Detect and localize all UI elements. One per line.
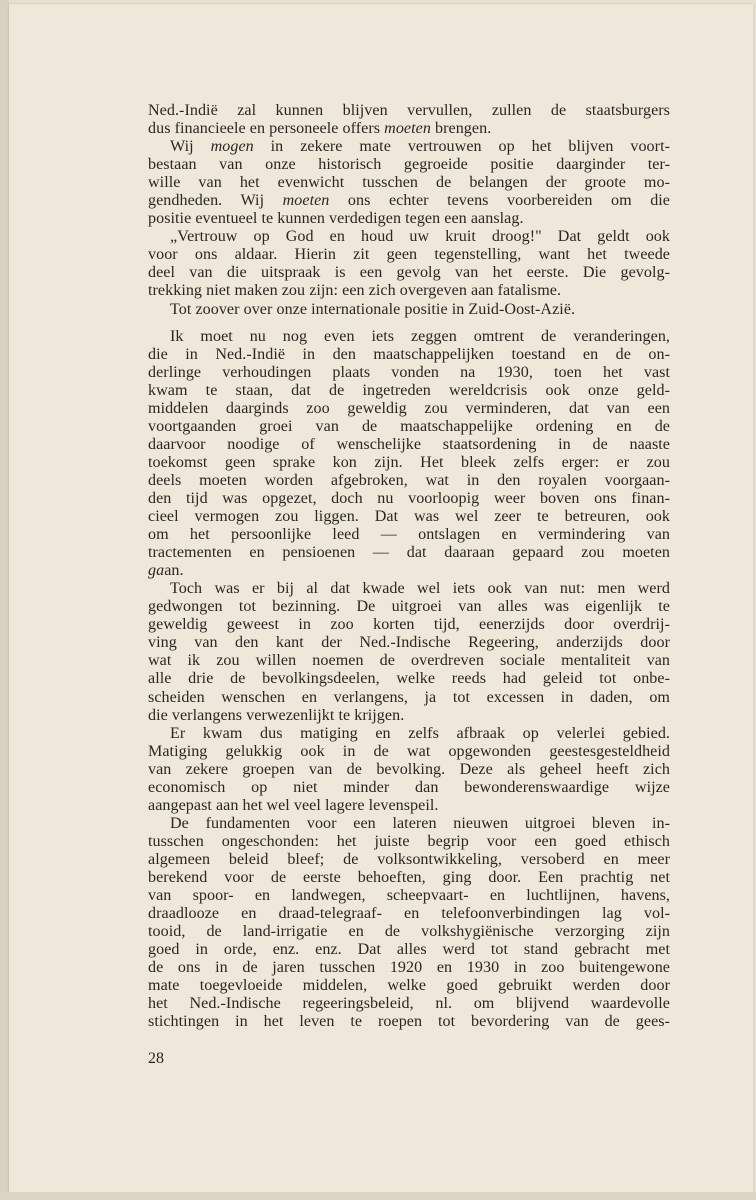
text-line: berekend voor de eerste behoeften, ging door. Een prachtig net [148,868,670,886]
text-line: Tot zoover over onze internationale positie in Zuid-Oost-Azië. [170,300,576,318]
text-line: Matiging gelukkig ook in de wat opgewonden geestesgesteldheid [148,742,670,760]
text-line: ving van den kant der Ned.-Indische Regeering, anderzijds door [148,634,670,652]
text-line: mate toegevloeide middelen, welke goed gebruikt werden door [148,977,670,995]
text-line: Toch was er bij al dat kwade wel iets ook van nut: men werd [170,580,670,598]
text-line: kwam te staan, dat de ingetreden wereldcrisis ook onze geld- [148,381,670,399]
text-line: aangepast aan het wel veel lagere levenspeil. [148,796,439,814]
text-line: gaan. [148,562,184,580]
paragraph-4 [148,301,670,319]
text-line: het Ned.-Indische regeeringsbeleid, nl. om blijvend waardevolle [148,995,670,1013]
text-line: geweldig geweest in zoo korten tijd, eenerzijds door overdrij- [148,616,670,634]
text-line: alle drie de bevolkingsdeelen, welke reeds had geleid tot onbe- [148,670,670,688]
body-text [148,102,670,1031]
paragraph-7 [148,725,670,815]
text-line: van spoor- en landwegen, scheepvaart- en luchtlijnen, havens, [148,887,670,905]
text-line: Ik moet nu nog even iets zeggen omtrent de veranderingen, [170,327,670,345]
text-line: de ons in de jaren tusschen 1920 en 1930 in zoo buitengewone [148,959,670,977]
page-number: 28 [148,1050,164,1067]
text-line: Wij mogen in zekere mate vertrouwen op het blijven voort- [170,138,670,156]
text-line: gedwongen tot bezinning. De uitgroei van alles was eigenlijk te [148,598,670,616]
text-line: toekomst geen sprake kon zijn. Het bleek zelfs erger: er zou [148,453,670,471]
emphasized-word: moeten [282,192,330,210]
text-line: om het persoonlijke leed — ontslagen en vermindering van [148,526,670,544]
text-line: deels moeten worden afgebroken, wat in den royalen voorgaan- [148,471,670,489]
text-line: wille van het evenwicht tusschen de belangen der groote mo- [148,174,670,192]
text-line: stichtingen in het leven te roepen tot bevordering van de gees- [148,1013,670,1031]
text-line: trekking niet maken zou zijn: een zich overgeven aan fatalisme. [148,282,562,300]
text-line: deel van die uitspraak is een gevolg van het eerste. Die gevolg- [148,264,670,282]
paragraph-1 [148,102,670,138]
text-line: voortgaanden groei van de maatschappelijke ordening en de [148,417,670,435]
section-gap [148,319,670,328]
paragraph-8 [148,815,670,1032]
emphasized-word: ga [148,562,165,580]
emphasized-word: mogen [210,138,254,156]
text-line: tractementen en pensioenen — dat daaraan gepaard zou moeten [148,544,670,562]
text-line: wat ik zou willen noemen de overdreven sociale mentaliteit van [148,652,670,670]
text-line: voor ons aldaar. Hierin zit geen tegenstelling, want het tweede [148,246,670,264]
paragraph-2 [148,138,670,228]
text-line: scheiden wenschen en verlangens, ja tot excessen in daden, om [148,688,670,706]
text-line: bestaan van onze historisch gegroeide positie daarginder ter- [148,156,670,174]
text-line: gendheden. Wij moeten ons echter tevens voorbereiden om die [148,192,671,210]
text-line: van zekere groepen van de bevolking. Deze als geheel heeft zich [148,760,670,778]
text-line: die verlangens verwezenlijkt te krijgen. [148,706,405,724]
text-line: draadlooze en draad-telegraaf- en telefoonverbindingen lag vol- [148,905,670,923]
page-bottom-edge [0,1192,756,1200]
text-line: cieel vermogen zou liggen. Dat was wel zeer te betreuren, ook [148,508,670,526]
text-line: daarvoor noodige of wenschelijke staatsordening in de naaste [148,435,670,453]
text-line: De fundamenten voor een lateren nieuwen uitgroei bleven in- [170,814,670,832]
text-line: den tijd was opgezet, doch nu voorloopig weer boven ons finan- [148,489,670,507]
text-line: tooid, de land-irrigatie en de volkshygiënische verzorging zijn [148,923,670,941]
text-line: tusschen ongeschonden: het juiste begrip voor een goed ethisch [148,832,670,850]
paragraph-3 [148,228,670,300]
page-left-edge [0,0,9,1200]
emphasized-word: moeten [384,120,431,138]
text-line: „Vertrouw op God en houd uw kruit droog!" Dat geldt ook [170,228,670,246]
text-line: Er kwam dus matiging en zelfs afbraak op velerlei gebied. [170,724,670,742]
text-line: middelen daarginds zoo geweldig zou verminderen, dat van een [148,399,670,417]
paragraph-6 [148,580,670,724]
text-line: goed in orde, enz. enz. Dat alles werd tot stand gebracht met [148,941,670,959]
text-line: economisch op niet minder dan bewonderenswaardige wijze [148,778,670,796]
text-line: derlinge verhoudingen plaats vonden na 1930, toen het vast [148,363,670,381]
text-line: die in Ned.-Indië in den maatschappelijken toestand en de on- [148,345,670,363]
text-line: positie eventueel te kunnen verdedigen tegen een aanslag. [148,210,524,228]
text-line: Ned.-Indië zal kunnen blijven vervullen, zullen de staatsburgers [148,102,670,119]
paragraph-5 [148,328,670,581]
text-line: algemeen beleid bleef; de volksontwikkeling, versoberd en meer [148,850,670,868]
text-line: dus financieele en personeele offers moeten brengen. [148,120,492,138]
